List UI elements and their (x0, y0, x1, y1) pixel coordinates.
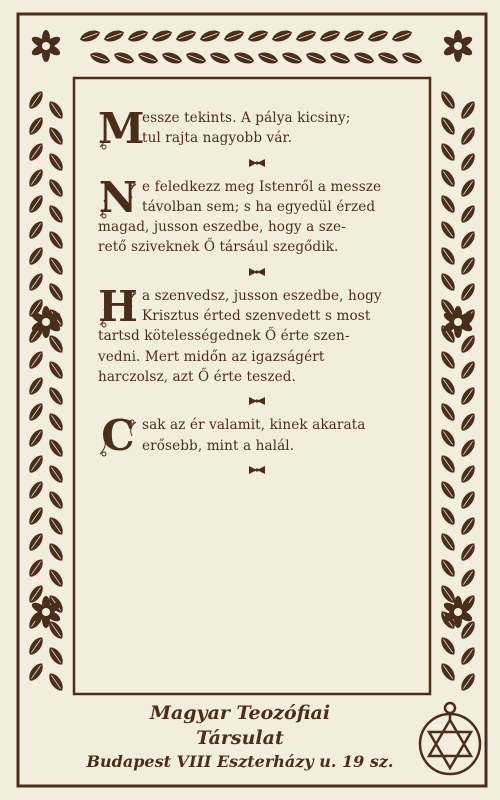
bow-ornament-icon (247, 158, 267, 168)
bow-ornament-icon (247, 465, 267, 475)
poem-text (98, 104, 416, 484)
paragraph-4 (98, 411, 416, 461)
drop-cap-c: C (101, 411, 135, 461)
paragraph-line: rető sziveknek Ő társául szegődik. (98, 239, 339, 256)
star-of-david-emblem-icon (414, 700, 486, 778)
footer-line-2: Társulat (196, 727, 284, 749)
footer-line-1: Magyar Teozófiai (149, 702, 331, 724)
paragraph-3 (98, 281, 416, 387)
publisher-footer (70, 700, 410, 774)
drop-cap-n: N (98, 172, 138, 222)
drop-cap-m: M (98, 104, 145, 153)
paragraph-line: sak az ér valamit, kinek akarata (142, 417, 366, 434)
paragraph-line: e feledkezz meg Istenről a messze (142, 178, 382, 195)
paragraph-1 (98, 104, 416, 153)
paragraph-line: távolban sem; s ha egyedül érzed (142, 198, 376, 215)
bow-ornament-icon (247, 267, 267, 277)
paragraph-line: tartsd kötelességednek Ő érte szen- (98, 328, 350, 345)
paragraph-line: erősebb, mint a halál. (142, 437, 295, 454)
paragraph-2 (98, 172, 416, 258)
drop-cap-h: H (98, 281, 138, 331)
paragraph-line: a szenvedsz, jusson eszedbe, hogy (142, 287, 382, 304)
paragraph-line: vedni. Mert midőn az igazságért (98, 348, 325, 365)
paragraph-line: magad, jusson eszedbe, hogy a sze- (98, 219, 346, 236)
footer-line-3: Budapest VIII Eszterházy u. 19 sz. (86, 752, 394, 771)
paragraph-line: harczolsz, azt Ő érte teszed. (98, 368, 296, 385)
paragraph-line: Krisztus érted szenvedett s most (142, 308, 371, 325)
bow-ornament-icon (247, 396, 267, 406)
paragraph-line: tul rajta nagyobb vár. (142, 130, 293, 147)
paragraph-line: essze tekints. A pálya kicsiny; (142, 110, 351, 126)
